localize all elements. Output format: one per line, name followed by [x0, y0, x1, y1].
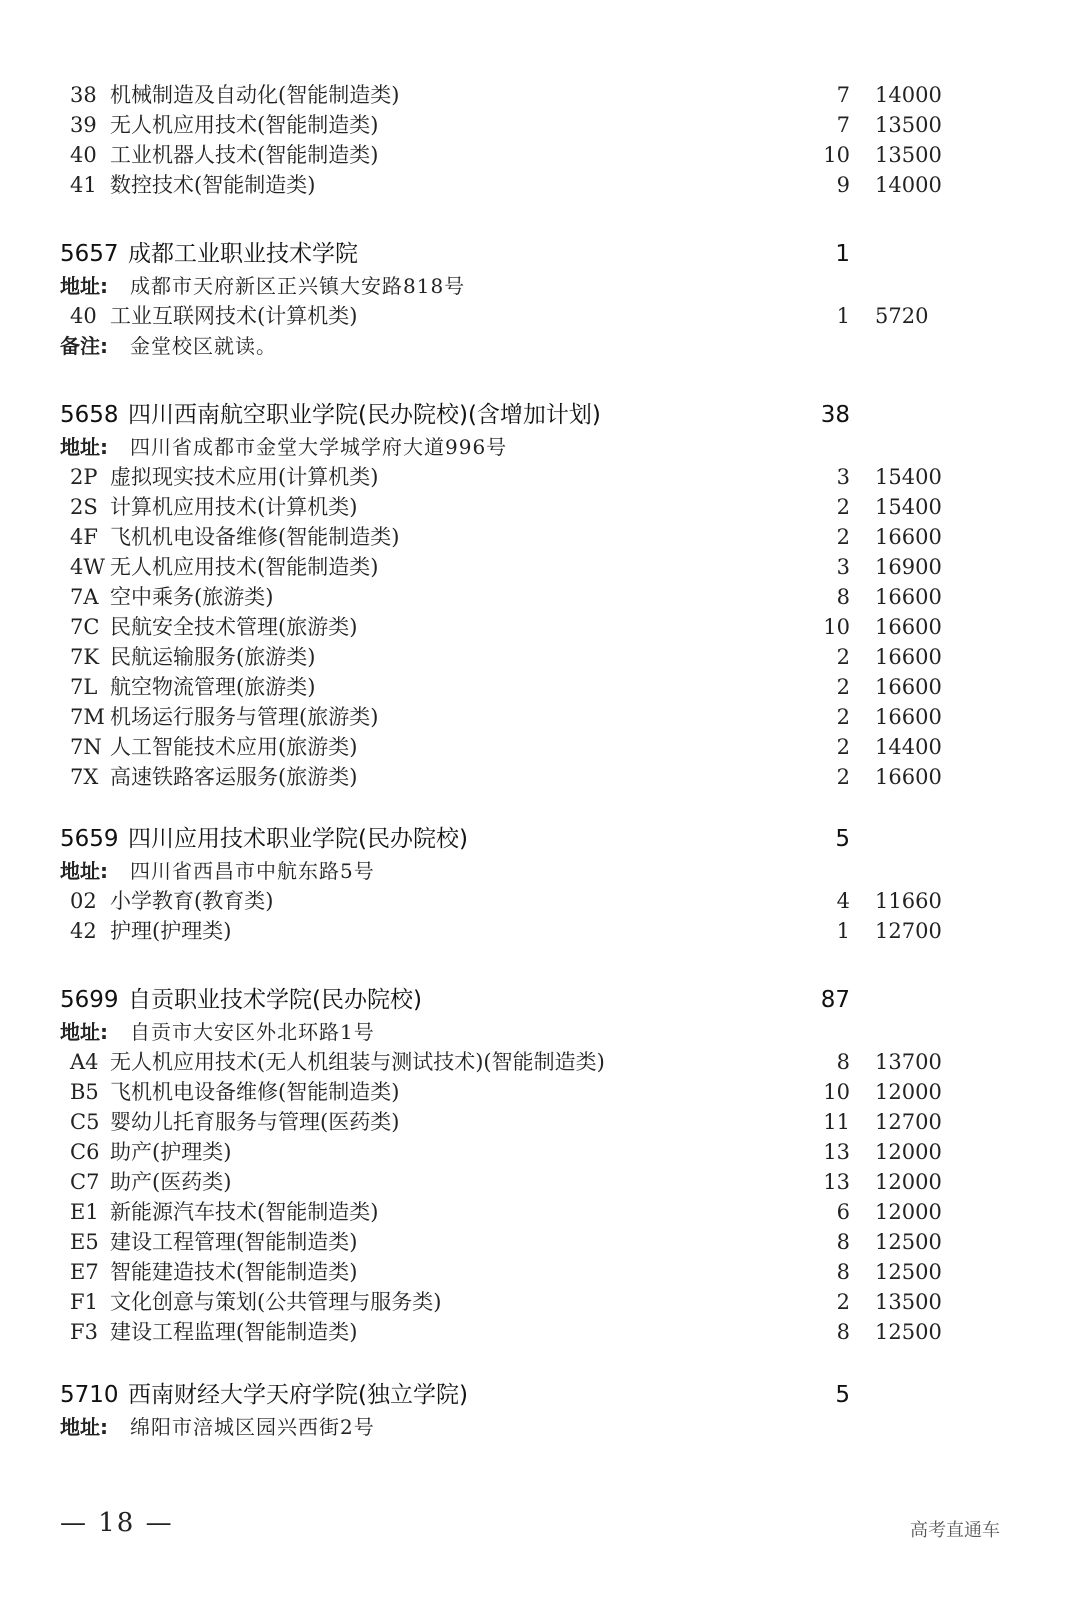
school-code: 5658: [60, 402, 119, 428]
tuition-fee: 16600: [875, 675, 942, 699]
major-name: 航空物流管理(旅游类): [110, 675, 316, 699]
address-text: 绵阳市涪城区园兴西街2号: [130, 1415, 375, 1439]
note-text: 金堂校区就读。: [130, 334, 277, 358]
address-text: 四川省西昌市中航东路5号: [130, 859, 375, 883]
school-heading: [0, 983, 1080, 1017]
school-heading: [0, 398, 1080, 432]
major-code: 38: [70, 83, 97, 107]
school-address: [0, 271, 1080, 301]
tuition-fee: 13500: [875, 113, 942, 137]
table-row: [0, 170, 1080, 200]
address-text: 成都市天府新区正兴镇大安路818号: [130, 274, 466, 298]
address-label: 地址:: [60, 1415, 108, 1439]
major-code: C6: [70, 1140, 100, 1164]
tuition-fee: 16600: [875, 645, 942, 669]
tuition-fee: 14000: [875, 173, 942, 197]
major-code: 4F: [70, 525, 98, 549]
school-code: 5657: [60, 241, 119, 267]
major-name: 飞机机电设备维修(智能制造类): [110, 525, 400, 549]
table-row: [0, 1197, 1080, 1227]
tuition-fee: 13700: [875, 1050, 942, 1074]
plan-count: 2: [836, 705, 850, 729]
major-code: F1: [70, 1290, 98, 1314]
major-name: 智能建造技术(智能制造类): [110, 1260, 358, 1284]
major-code: 7C: [70, 615, 100, 639]
school-total: 87: [820, 987, 850, 1013]
major-code: 7K: [70, 645, 100, 669]
school-section-5658: [0, 398, 1080, 792]
school-heading: [0, 237, 1080, 271]
school-code: 5699: [60, 987, 119, 1013]
table-row: [0, 612, 1080, 642]
plan-count: 10: [823, 615, 850, 639]
major-name: 无人机应用技术(智能制造类): [110, 555, 379, 579]
address-label: 地址:: [60, 435, 108, 459]
school-code: 5659: [60, 826, 119, 852]
major-code: C7: [70, 1170, 100, 1194]
table-row: [0, 1047, 1080, 1077]
major-name: 飞机机电设备维修(智能制造类): [110, 1080, 400, 1104]
plan-count: 1: [836, 919, 850, 943]
table-row: [0, 642, 1080, 672]
table-row: [0, 140, 1080, 170]
major-code: 7A: [70, 585, 99, 609]
major-name: 新能源汽车技术(智能制造类): [110, 1200, 379, 1224]
plan-count: 2: [836, 645, 850, 669]
school-name: 四川西南航空职业学院(民办院校)(含增加计划): [128, 402, 601, 428]
plan-count: 4: [836, 889, 850, 913]
major-code: 2S: [70, 495, 98, 519]
table-row: [0, 702, 1080, 732]
plan-count: 13: [823, 1170, 850, 1194]
major-name: 民航安全技术管理(旅游类): [110, 615, 358, 639]
table-row: [0, 582, 1080, 612]
plan-count: 10: [823, 1080, 850, 1104]
school-name: 西南财经大学天府学院(独立学院): [128, 1382, 468, 1408]
plan-count: 3: [836, 555, 850, 579]
tuition-fee: 16900: [875, 555, 942, 579]
plan-count: 2: [836, 525, 850, 549]
tuition-fee: 12000: [875, 1080, 942, 1104]
plan-count: 8: [836, 1260, 850, 1284]
tuition-fee: 12700: [875, 919, 942, 943]
major-code: 7M: [70, 705, 105, 729]
tuition-fee: 16600: [875, 585, 942, 609]
tuition-fee: 12000: [875, 1140, 942, 1164]
major-code: 7L: [70, 675, 98, 699]
school-address: [0, 1412, 1080, 1442]
table-row: [0, 462, 1080, 492]
major-name: 助产(医药类): [110, 1170, 232, 1194]
plan-count: 7: [836, 113, 850, 137]
major-code: A4: [70, 1050, 99, 1074]
tuition-fee: 5720: [875, 304, 929, 328]
table-row: [0, 301, 1080, 331]
major-name: 数控技术(智能制造类): [110, 173, 316, 197]
major-name: 民航运输服务(旅游类): [110, 645, 316, 669]
tuition-fee: 15400: [875, 465, 942, 489]
address-label: 地址:: [60, 1020, 108, 1044]
table-row: [0, 110, 1080, 140]
major-code: F3: [70, 1320, 98, 1344]
plan-count: 2: [836, 765, 850, 789]
table-row: [0, 1077, 1080, 1107]
address-label: 地址:: [60, 859, 108, 883]
tuition-fee: 15400: [875, 495, 942, 519]
continued-list: [0, 80, 1080, 200]
major-code: 02: [70, 889, 97, 913]
note-label: 备注:: [60, 334, 108, 358]
tuition-fee: 16600: [875, 615, 942, 639]
school-name: 四川应用技术职业学院(民办院校): [128, 826, 468, 852]
table-row: [0, 1317, 1080, 1347]
major-name: 文化创意与策划(公共管理与服务类): [110, 1290, 442, 1314]
table-row: [0, 762, 1080, 792]
major-name: 工业互联网技术(计算机类): [110, 304, 358, 328]
plan-count: 9: [836, 173, 850, 197]
major-name: 小学教育(教育类): [110, 889, 274, 913]
school-name: 成都工业职业技术学院: [128, 241, 358, 267]
major-name: 无人机应用技术(智能制造类): [110, 113, 379, 137]
plan-count: 10: [823, 143, 850, 167]
school-section-5657: [0, 237, 1080, 361]
tuition-fee: 12500: [875, 1230, 942, 1254]
tuition-fee: 16600: [875, 705, 942, 729]
school-address: [0, 1017, 1080, 1047]
major-code: 39: [70, 113, 97, 137]
major-code: 40: [70, 143, 97, 167]
school-total: 5: [835, 826, 850, 852]
tuition-fee: 14400: [875, 735, 942, 759]
tuition-fee: 13500: [875, 143, 942, 167]
school-note: [0, 331, 1080, 361]
tuition-fee: 12000: [875, 1170, 942, 1194]
school-address: [0, 432, 1080, 462]
plan-count: 8: [836, 585, 850, 609]
major-name: 计算机应用技术(计算机类): [110, 495, 358, 519]
school-address: [0, 856, 1080, 886]
major-name: 婴幼儿托育服务与管理(医药类): [110, 1110, 400, 1134]
watermark-brand: 高考直通车: [910, 1520, 1000, 1541]
major-code: E1: [70, 1200, 99, 1224]
table-row: [0, 552, 1080, 582]
tuition-fee: 12500: [875, 1260, 942, 1284]
major-code: 41: [70, 173, 97, 197]
major-name: 人工智能技术应用(旅游类): [110, 735, 358, 759]
tuition-fee: 16600: [875, 765, 942, 789]
table-row: [0, 492, 1080, 522]
plan-count: 6: [836, 1200, 850, 1224]
table-row: [0, 672, 1080, 702]
major-name: 空中乘务(旅游类): [110, 585, 274, 609]
table-row: [0, 1107, 1080, 1137]
major-code: C5: [70, 1110, 100, 1134]
plan-count: 2: [836, 735, 850, 759]
school-code: 5710: [60, 1382, 119, 1408]
address-text: 四川省成都市金堂大学城学府大道996号: [130, 435, 508, 459]
major-code: E7: [70, 1260, 99, 1284]
major-name: 无人机应用技术(无人机组装与测试技术)(智能制造类): [110, 1050, 605, 1074]
major-name: 建设工程监理(智能制造类): [110, 1320, 358, 1344]
table-row: [0, 1227, 1080, 1257]
school-total: 1: [835, 241, 850, 267]
major-name: 工业机器人技术(智能制造类): [110, 143, 379, 167]
major-name: 高速铁路客运服务(旅游类): [110, 765, 358, 789]
table-row: [0, 1137, 1080, 1167]
table-row: [0, 732, 1080, 762]
major-name: 助产(护理类): [110, 1140, 232, 1164]
table-row: [0, 1287, 1080, 1317]
major-code: 2P: [70, 465, 98, 489]
major-code: 7N: [70, 735, 102, 759]
major-name: 虚拟现实技术应用(计算机类): [110, 465, 379, 489]
address-label: 地址:: [60, 274, 108, 298]
tuition-fee: 12000: [875, 1200, 942, 1224]
school-section-5659: [0, 822, 1080, 946]
plan-count: 11: [823, 1110, 850, 1134]
plan-count: 2: [836, 675, 850, 699]
table-row: [0, 522, 1080, 552]
table-row: [0, 80, 1080, 110]
major-code: 4W: [70, 555, 105, 579]
tuition-fee: 16600: [875, 525, 942, 549]
plan-count: 13: [823, 1140, 850, 1164]
major-name: 机场运行服务与管理(旅游类): [110, 705, 379, 729]
plan-count: 8: [836, 1320, 850, 1344]
plan-count: 3: [836, 465, 850, 489]
school-name: 自贡职业技术学院(民办院校): [128, 987, 422, 1013]
major-name: 建设工程管理(智能制造类): [110, 1230, 358, 1254]
major-code: 7X: [70, 765, 99, 789]
plan-count: 2: [836, 1290, 850, 1314]
plan-count: 7: [836, 83, 850, 107]
major-name: 护理(护理类): [110, 919, 232, 943]
page-number: — 18 —: [60, 1508, 174, 1538]
school-total: 5: [835, 1382, 850, 1408]
school-heading: [0, 822, 1080, 856]
address-text: 自贡市大安区外北环路1号: [130, 1020, 375, 1044]
major-code: 40: [70, 304, 97, 328]
table-row: [0, 1257, 1080, 1287]
major-name: 机械制造及自动化(智能制造类): [110, 83, 400, 107]
tuition-fee: 13500: [875, 1290, 942, 1314]
plan-count: 8: [836, 1230, 850, 1254]
school-section-5710: [0, 1378, 1080, 1442]
major-code: 42: [70, 919, 97, 943]
tuition-fee: 11660: [875, 889, 942, 913]
school-section-5699: [0, 983, 1080, 1347]
plan-count: 1: [836, 304, 850, 328]
major-code: E5: [70, 1230, 99, 1254]
table-row: [0, 916, 1080, 946]
tuition-fee: 12700: [875, 1110, 942, 1134]
major-code: B5: [70, 1080, 99, 1104]
tuition-fee: 14000: [875, 83, 942, 107]
plan-count: 2: [836, 495, 850, 519]
table-row: [0, 886, 1080, 916]
school-total: 38: [820, 402, 850, 428]
plan-count: 8: [836, 1050, 850, 1074]
table-row: [0, 1167, 1080, 1197]
school-heading: [0, 1378, 1080, 1412]
tuition-fee: 12500: [875, 1320, 942, 1344]
